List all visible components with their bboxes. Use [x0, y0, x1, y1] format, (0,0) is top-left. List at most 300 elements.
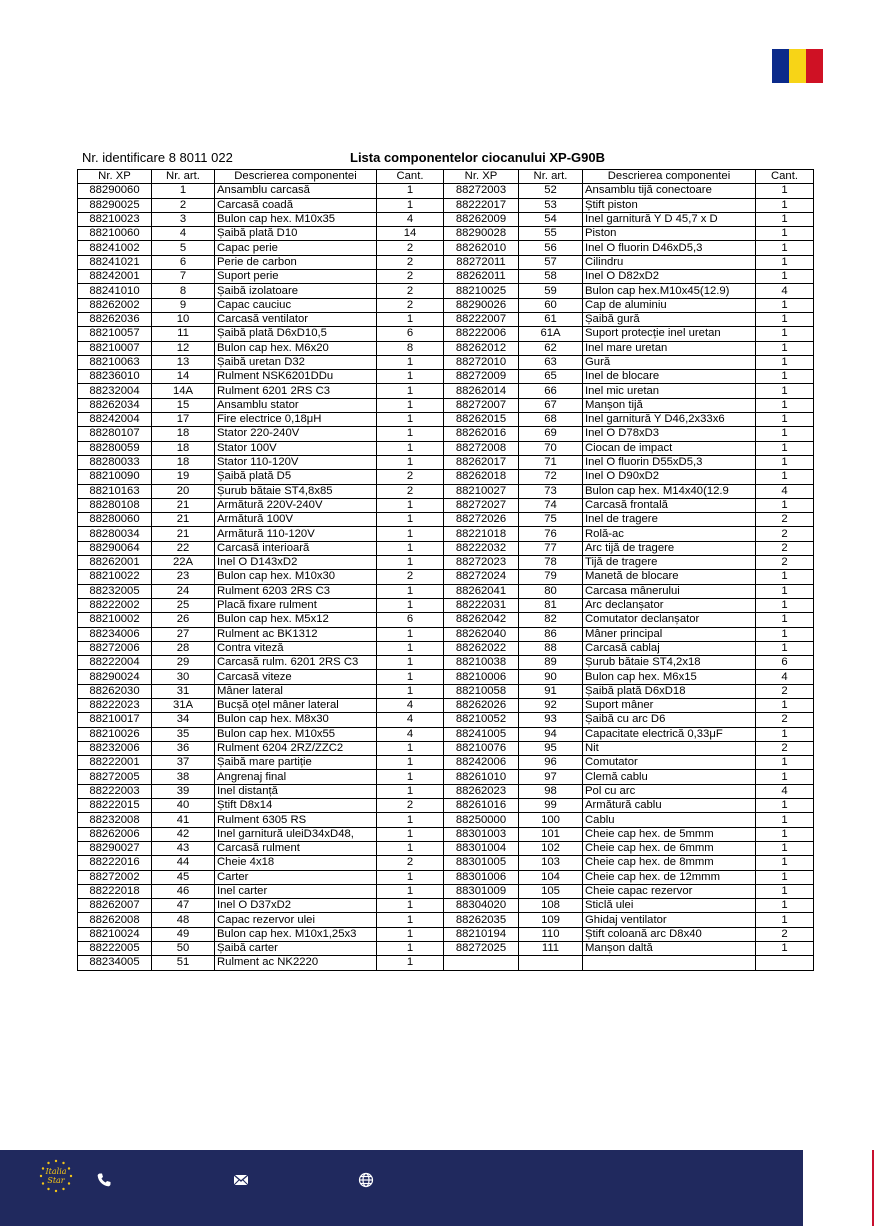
cell-qty: 1: [756, 899, 814, 913]
cell-qty: 4: [377, 713, 444, 727]
cell-nr-art: 13: [152, 355, 215, 369]
cell-description: Cheie cap hex. de 12mmm: [583, 870, 756, 884]
cell-nr-xp: 88262016: [444, 427, 519, 441]
cell-nr-xp: 88290026: [444, 298, 519, 312]
cell-nr-art: 52: [519, 184, 583, 198]
cell-nr-art: 74: [519, 498, 583, 512]
cell-nr-art: 10: [152, 312, 215, 326]
cell-nr-art: 6: [152, 255, 215, 269]
table-row: [78, 327, 814, 341]
cell-nr-art: 38: [152, 770, 215, 784]
cell-description: Contra viteză: [215, 641, 377, 655]
cell-nr-xp: [444, 956, 519, 970]
cell-qty: 1: [756, 298, 814, 312]
cell-description: Armătură 100V: [215, 513, 377, 527]
table-row: [78, 827, 814, 841]
cell-description: Bulon cap hex.M10x45(12.9): [583, 284, 756, 298]
cell-qty: 2: [756, 927, 814, 941]
cell-nr-art: 80: [519, 584, 583, 598]
cell-nr-art: 111: [519, 942, 583, 956]
cell-nr-art: 88: [519, 641, 583, 655]
table-row: [78, 541, 814, 555]
cell-nr-art: 3: [152, 212, 215, 226]
cell-description: Rulment ac BK1312: [215, 627, 377, 641]
cell-nr-xp: 88262010: [444, 241, 519, 255]
cell-nr-art: 78: [519, 556, 583, 570]
cell-qty: 1: [377, 827, 444, 841]
cell-description: Cheie 4x18: [215, 856, 377, 870]
cell-nr-xp: 88222031: [444, 598, 519, 612]
cell-nr-art: 20: [152, 484, 215, 498]
cell-qty: 1: [377, 184, 444, 198]
cell-nr-xp: 88272010: [444, 355, 519, 369]
cell-nr-xp: 88290027: [78, 841, 152, 855]
cell-nr-art: 9: [152, 298, 215, 312]
table-row: [78, 255, 814, 269]
cell-qty: 1: [756, 198, 814, 212]
cell-nr-xp: 88210023: [78, 212, 152, 226]
cell-description: Capac perie: [215, 241, 377, 255]
cell-nr-art: 17: [152, 413, 215, 427]
cell-nr-xp: 88221018: [444, 527, 519, 541]
cell-nr-xp: 88222002: [78, 598, 152, 612]
cell-nr-art: 99: [519, 799, 583, 813]
cell-nr-art: 97: [519, 770, 583, 784]
cell-qty: 1: [756, 627, 814, 641]
cell-qty: 1: [756, 441, 814, 455]
cell-qty: 1: [756, 455, 814, 469]
table-row: [78, 184, 814, 198]
cell-nr-xp: 88272023: [444, 556, 519, 570]
cell-description: Carcasa mânerului: [583, 584, 756, 598]
cell-nr-xp: 88262007: [78, 899, 152, 913]
cell-description: Cablu: [583, 813, 756, 827]
cell-qty: 4: [377, 212, 444, 226]
cell-qty: 1: [756, 341, 814, 355]
cell-nr-art: 66: [519, 384, 583, 398]
phone-icon[interactable]: [96, 1172, 112, 1188]
cell-description: Inel garnitură uleiD34xD48,: [215, 827, 377, 841]
cell-qty: 4: [756, 670, 814, 684]
cell-nr-xp: 88222018: [78, 884, 152, 898]
cell-nr-art: 11: [152, 327, 215, 341]
cell-nr-art: 19: [152, 470, 215, 484]
cell-description: Șaibă uretan D32: [215, 355, 377, 369]
cell-qty: 1: [377, 942, 444, 956]
cell-nr-art: 53: [519, 198, 583, 212]
cell-description: Capacitate electrică 0,33μF: [583, 727, 756, 741]
table-row: [78, 727, 814, 741]
cell-nr-xp: 88262041: [444, 584, 519, 598]
cell-description: Stator 100V: [215, 441, 377, 455]
table-row: [78, 513, 814, 527]
cell-nr-art: 27: [152, 627, 215, 641]
cell-nr-xp: 88301006: [444, 870, 519, 884]
cell-qty: 2: [377, 856, 444, 870]
globe-icon[interactable]: [358, 1172, 374, 1188]
table-row: [78, 613, 814, 627]
cell-description: Capac cauciuc: [215, 298, 377, 312]
cell-qty: 1: [377, 427, 444, 441]
table-row: [78, 270, 814, 284]
cell-qty: 2: [756, 541, 814, 555]
cell-qty: 1: [377, 627, 444, 641]
cell-qty: 1: [756, 184, 814, 198]
cell-qty: 1: [756, 813, 814, 827]
col-header-nr-xp: Nr. XP: [78, 170, 152, 184]
cell-description: Manșon tijă: [583, 398, 756, 412]
table-row: [78, 556, 814, 570]
cell-nr-xp: 88242004: [78, 413, 152, 427]
cell-nr-xp: 88232006: [78, 741, 152, 755]
cell-description: Tijă de tragere: [583, 556, 756, 570]
cell-nr-xp: 88301004: [444, 841, 519, 855]
cell-description: Comutator: [583, 756, 756, 770]
cell-qty: 1: [377, 770, 444, 784]
cell-nr-xp: 88272024: [444, 570, 519, 584]
cell-description: Inel distanță: [215, 784, 377, 798]
cell-qty: 2: [377, 484, 444, 498]
table-row: [78, 570, 814, 584]
cell-qty: 2: [377, 241, 444, 255]
table-row: [78, 341, 814, 355]
cell-qty: 1: [377, 413, 444, 427]
cell-nr-xp: 88262040: [444, 627, 519, 641]
cell-nr-xp: 88262026: [444, 698, 519, 712]
table-row: [78, 870, 814, 884]
cell-description: Șaibă mare partiție: [215, 756, 377, 770]
cell-qty: 1: [756, 498, 814, 512]
cell-nr-xp: 88272003: [444, 184, 519, 198]
cell-description: Bulon cap hex. M6x15: [583, 670, 756, 684]
cell-nr-art: 25: [152, 598, 215, 612]
cell-nr-art: 5: [152, 241, 215, 255]
logo-text-line2: Star: [47, 1176, 65, 1185]
cell-nr-xp: 88222001: [78, 756, 152, 770]
cell-nr-art: 8: [152, 284, 215, 298]
cell-description: Bulon cap hex. M6x20: [215, 341, 377, 355]
cell-qty: 2: [377, 284, 444, 298]
cell-qty: 1: [377, 598, 444, 612]
cell-description: Șaibă gură: [583, 312, 756, 326]
cell-nr-art: 82: [519, 613, 583, 627]
cell-qty: 2: [377, 470, 444, 484]
cell-nr-art: 68: [519, 413, 583, 427]
cell-qty: 6: [756, 656, 814, 670]
cell-nr-xp: 88210060: [78, 227, 152, 241]
cell-qty: 1: [377, 756, 444, 770]
cell-qty: 2: [756, 741, 814, 755]
cell-nr-art: 108: [519, 899, 583, 913]
cell-nr-art: 45: [152, 870, 215, 884]
cell-description: Cheie capac rezervor: [583, 884, 756, 898]
footer-bar: [0, 1150, 803, 1226]
cell-nr-xp: 88280060: [78, 513, 152, 527]
cell-nr-xp: 88262023: [444, 784, 519, 798]
cell-description: Carcasă viteze: [215, 670, 377, 684]
cell-nr-art: 100: [519, 813, 583, 827]
cell-nr-art: 67: [519, 398, 583, 412]
cell-qty: 1: [756, 212, 814, 226]
cell-nr-xp: 88262015: [444, 413, 519, 427]
cell-description: Placă fixare rulment: [215, 598, 377, 612]
cell-description: Suport mâner: [583, 698, 756, 712]
cell-description: Șaibă plată D6xD10,5: [215, 327, 377, 341]
cell-description: Armătură 220V-240V: [215, 498, 377, 512]
cell-qty: [756, 956, 814, 970]
cell-qty: 2: [377, 298, 444, 312]
cell-qty: 1: [756, 584, 814, 598]
cell-description: Știft coloană arc D8x40: [583, 927, 756, 941]
cell-qty: 1: [377, 813, 444, 827]
cell-qty: 1: [377, 513, 444, 527]
cell-nr-xp: 88304020: [444, 899, 519, 913]
table-row: [78, 455, 814, 469]
cell-description: Bulon cap hex. M14x40(12.9: [583, 484, 756, 498]
cell-nr-art: 26: [152, 613, 215, 627]
cell-description: Șaibă cu arc D6: [583, 713, 756, 727]
cell-nr-art: 7: [152, 270, 215, 284]
cell-nr-art: 18: [152, 427, 215, 441]
table-row: [78, 656, 814, 670]
cell-description: Armătură 110-120V: [215, 527, 377, 541]
cell-nr-xp: 88222032: [444, 541, 519, 555]
cell-nr-art: 92: [519, 698, 583, 712]
cell-nr-art: 30: [152, 670, 215, 684]
cell-description: Cheie cap hex. de 6mmm: [583, 841, 756, 855]
table-row: [78, 413, 814, 427]
cell-description: Carcasă frontală: [583, 498, 756, 512]
cell-qty: 1: [756, 270, 814, 284]
cell-nr-art: 76: [519, 527, 583, 541]
cell-qty: 2: [756, 684, 814, 698]
cell-description: Inel O fluorin D46xD5,3: [583, 241, 756, 255]
cell-description: Ansamblu stator: [215, 398, 377, 412]
cell-qty: 1: [377, 656, 444, 670]
cell-qty: 1: [756, 698, 814, 712]
cell-qty: 1: [756, 756, 814, 770]
cell-description: Carcasă interioară: [215, 541, 377, 555]
cell-description: Rulment 6201 2RS C3: [215, 384, 377, 398]
cell-nr-art: 21: [152, 498, 215, 512]
cell-nr-art: 96: [519, 756, 583, 770]
cell-qty: 4: [756, 784, 814, 798]
cell-qty: 1: [377, 641, 444, 655]
cell-nr-xp: 88222016: [78, 856, 152, 870]
cell-nr-art: 18: [152, 455, 215, 469]
cell-nr-xp: 88210058: [444, 684, 519, 698]
cell-description: Bulon cap hex. M8x30: [215, 713, 377, 727]
cell-nr-xp: 88210076: [444, 741, 519, 755]
cell-description: Carcasă coadă: [215, 198, 377, 212]
cell-description: Inel mare uretan: [583, 341, 756, 355]
cell-description: Cap de aluminiu: [583, 298, 756, 312]
cell-description: Șaibă plată D5: [215, 470, 377, 484]
cell-qty: 4: [377, 698, 444, 712]
cell-nr-xp: 88261010: [444, 770, 519, 784]
cell-description: Perie de carbon: [215, 255, 377, 269]
table-row: [78, 956, 814, 970]
table-row: [78, 441, 814, 455]
cell-nr-xp: 88222017: [444, 198, 519, 212]
cell-nr-art: 79: [519, 570, 583, 584]
cell-nr-xp: 88242001: [78, 270, 152, 284]
cell-description: Gură: [583, 355, 756, 369]
cell-description: Șurub bătaie ST4,8x85: [215, 484, 377, 498]
cell-nr-art: 62: [519, 341, 583, 355]
cell-nr-xp: 88210025: [444, 284, 519, 298]
cell-nr-art: 12: [152, 341, 215, 355]
cell-qty: 1: [377, 398, 444, 412]
col-header-description: Descrierea componentei: [215, 170, 377, 184]
cell-description: Comutator declanșator: [583, 613, 756, 627]
cell-nr-art: 77: [519, 541, 583, 555]
table-row: [78, 784, 814, 798]
cell-nr-art: 47: [152, 899, 215, 913]
table-row: [78, 427, 814, 441]
cell-description: Cheie cap hex. de 5mmm: [583, 827, 756, 841]
table-row: [78, 212, 814, 226]
cell-nr-xp: 88262035: [444, 913, 519, 927]
cell-nr-xp: 88234005: [78, 956, 152, 970]
cell-description: Șaibă izolatoare: [215, 284, 377, 298]
cell-qty: 1: [377, 899, 444, 913]
cell-description: Rulment NSK6201DDu: [215, 370, 377, 384]
cell-nr-art: 4: [152, 227, 215, 241]
cell-nr-art: 98: [519, 784, 583, 798]
cell-description: Știft piston: [583, 198, 756, 212]
cell-description: Cilindru: [583, 255, 756, 269]
table-row: [78, 927, 814, 941]
table-row: [78, 598, 814, 612]
cell-nr-art: 73: [519, 484, 583, 498]
cell-qty: 1: [377, 441, 444, 455]
logo-text-line1: Italia: [45, 1167, 67, 1176]
cell-qty: 1: [377, 370, 444, 384]
cell-description: Inel O D78xD3: [583, 427, 756, 441]
cell-nr-xp: 88262009: [444, 212, 519, 226]
table-row: [78, 227, 814, 241]
cell-nr-xp: 88234006: [78, 627, 152, 641]
cell-nr-xp: 88272005: [78, 770, 152, 784]
cell-qty: 4: [377, 727, 444, 741]
cell-qty: 1: [756, 913, 814, 927]
cell-qty: 2: [377, 270, 444, 284]
cell-nr-art: 72: [519, 470, 583, 484]
cell-description: Pol cu arc: [583, 784, 756, 798]
cell-nr-art: 102: [519, 841, 583, 855]
cell-nr-art: 94: [519, 727, 583, 741]
cell-nr-art: 44: [152, 856, 215, 870]
cell-nr-art: 14: [152, 370, 215, 384]
cell-description: Ciocan de impact: [583, 441, 756, 455]
cell-nr-xp: 88262011: [444, 270, 519, 284]
flag-blue-stripe: [772, 49, 789, 83]
cell-description: Șurub bătaie ST4,2x18: [583, 656, 756, 670]
cell-qty: 1: [377, 556, 444, 570]
cell-description: Bulon cap hex. M10x1,25x3: [215, 927, 377, 941]
cell-description: Inel O D143xD2: [215, 556, 377, 570]
cell-qty: 1: [756, 870, 814, 884]
cell-qty: 1: [377, 198, 444, 212]
cell-nr-xp: 88290064: [78, 541, 152, 555]
cell-qty: 2: [756, 556, 814, 570]
cell-nr-art: 103: [519, 856, 583, 870]
cell-description: Sticlă ulei: [583, 899, 756, 913]
cell-nr-xp: 88290024: [78, 670, 152, 684]
table-row: [78, 713, 814, 727]
cell-description: Inel O D82xD2: [583, 270, 756, 284]
cell-qty: 1: [377, 527, 444, 541]
cell-description: Rulment 6203 2RS C3: [215, 584, 377, 598]
cell-nr-art: 95: [519, 741, 583, 755]
cell-nr-art: 55: [519, 227, 583, 241]
cell-nr-xp: 88272026: [444, 513, 519, 527]
cell-qty: 1: [756, 398, 814, 412]
cell-nr-art: 58: [519, 270, 583, 284]
cell-qty: 1: [756, 884, 814, 898]
mail-icon[interactable]: [233, 1172, 249, 1188]
cell-nr-art: 31A: [152, 698, 215, 712]
cell-description: Nit: [583, 741, 756, 755]
cell-description: Șaibă plată D6xD18: [583, 684, 756, 698]
cell-nr-art: 24: [152, 584, 215, 598]
cell-qty: 1: [756, 427, 814, 441]
cell-description: Manetă de blocare: [583, 570, 756, 584]
table-row: [78, 312, 814, 326]
cell-qty: 1: [756, 384, 814, 398]
table-row: [78, 641, 814, 655]
cell-nr-xp: 88210038: [444, 656, 519, 670]
cell-nr-xp: 88210006: [444, 670, 519, 684]
col-header-nr-art: Nr. art.: [152, 170, 215, 184]
col-header-description-2: Descrierea componentei: [583, 170, 756, 184]
cell-nr-xp: 88262001: [78, 556, 152, 570]
cell-qty: 1: [377, 684, 444, 698]
cell-description: Bucșă oțel mâner lateral: [215, 698, 377, 712]
cell-qty: 2: [377, 799, 444, 813]
cell-nr-xp: 88241005: [444, 727, 519, 741]
cell-qty: 4: [756, 284, 814, 298]
romanian-flag: [772, 49, 823, 83]
cell-nr-art: 86: [519, 627, 583, 641]
flag-yellow-stripe: [789, 49, 806, 83]
cell-qty: 1: [756, 598, 814, 612]
cell-description: Suport protecție inel uretan: [583, 327, 756, 341]
cell-description: Ansamblu carcasă: [215, 184, 377, 198]
cell-qty: 1: [377, 884, 444, 898]
cell-description: Știft D8x14: [215, 799, 377, 813]
cell-description: Stator 110-120V: [215, 455, 377, 469]
cell-nr-art: 18: [152, 441, 215, 455]
cell-nr-art: 59: [519, 284, 583, 298]
flag-red-stripe: [806, 49, 823, 83]
cell-description: Ansamblu tijă conectoare: [583, 184, 756, 198]
cell-qty: 1: [756, 355, 814, 369]
cell-description: Carter: [215, 870, 377, 884]
cell-description: Mâner principal: [583, 627, 756, 641]
cell-qty: 1: [377, 455, 444, 469]
table-row: [78, 684, 814, 698]
cell-qty: 1: [756, 312, 814, 326]
cell-nr-xp: 88210194: [444, 927, 519, 941]
table-row: [78, 398, 814, 412]
cell-nr-art: 21: [152, 513, 215, 527]
cell-nr-xp: 88241002: [78, 241, 152, 255]
table-row: [78, 384, 814, 398]
document-header: [82, 150, 812, 168]
table-row: [78, 856, 814, 870]
